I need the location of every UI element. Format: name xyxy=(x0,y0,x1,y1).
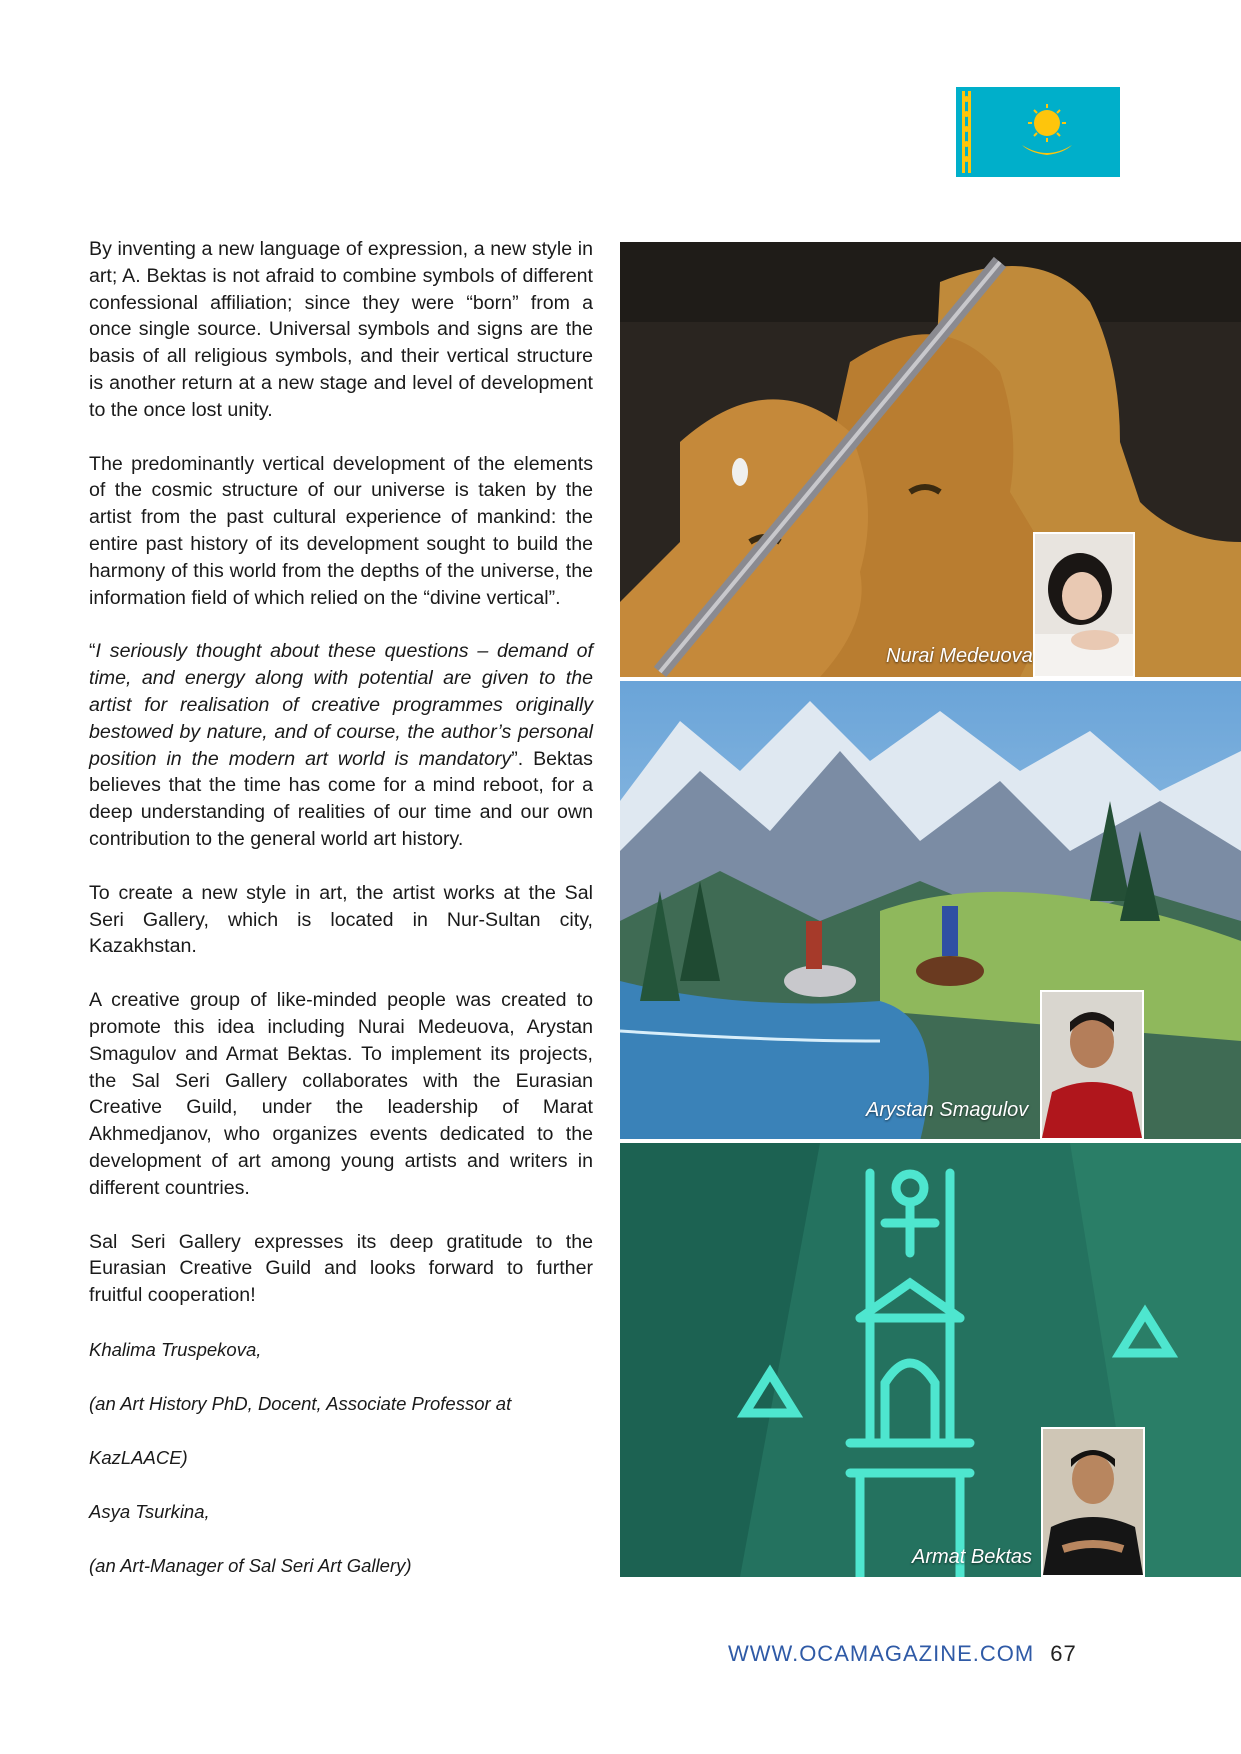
painting-nurai-medeuova xyxy=(620,242,1241,677)
page-number: 67 xyxy=(1050,1641,1077,1666)
figures-with-violins-painting-icon xyxy=(620,242,1241,677)
quote-rest: Bektas believes that the time has come for a mind reboot, for a deep understanding of realities of our time and our own contribution to the general world art history. xyxy=(89,747,593,850)
caption-armat-bektas: Armat Bektas xyxy=(912,1546,1033,1568)
paragraph-5: Sal Seri Gallery expresses its deep gratitude to the Eurasian Creative Guild and looks forward to further fruitful cooperation! xyxy=(89,1230,593,1307)
caption-nurai-medeuova: Nurai Medeuova xyxy=(886,645,1033,667)
caption-arystan-smagulov: Arystan Smagulov xyxy=(866,1099,1029,1121)
quote-close-mark: ”. xyxy=(511,747,524,770)
painting-armat-bektas xyxy=(620,1143,1241,1577)
painting-arystan-smagulov xyxy=(620,681,1241,1139)
article-body xyxy=(89,236,593,1606)
page-footer xyxy=(728,1641,1077,1667)
paragraph-1: By inventing a new language of expression, a new style in art; A. Bektas is not afraid to combine symbols of different confessional affiliation; since they were “born” from a once single source. Universal symbols and signs are the basis of all religious symbols, and their vertical structure is another return at a new stage and level of development to the once lost unity. xyxy=(89,238,593,421)
signature-role: KazLAACE) xyxy=(89,1446,188,1468)
signature-role: (an Art History PhD, Docent, Associate Professor at xyxy=(89,1392,512,1414)
quote-paragraph xyxy=(89,638,593,852)
quote-italic: I seriously thought about these questions – demand of time, and energy along with potential are given to the artist for realisation of creative programmes originally bestowed by nature, and of course, the author’s personal position in the modern art world is mandatory xyxy=(89,640,593,770)
paragraph-3: To create a new style in art, the artist works at the Sal Seri Gallery, which is located in Nur-Sultan city, Kazakhstan. xyxy=(89,881,593,958)
man-red-shirt-portrait-icon xyxy=(1040,990,1144,1139)
woman-portrait-icon xyxy=(1033,532,1135,677)
kazakhstan-flag-icon xyxy=(956,87,1120,177)
quote-open-mark: “ xyxy=(89,640,96,663)
website-link[interactable]: WWW.OCAMAGAZINE.COM xyxy=(728,1641,1035,1666)
paragraph-4: A creative group of like-minded people was created to promote this idea including Nurai Medeuova, Arystan Smagulov and Armat Bektas. To implement its projects, the Sal Seri Gallery collaborates with the Eurasian Creative Guild, under the leadership of Marat Akhmedjanov, who organizes events dedicated to the development of art among young artists and writers in different countries. xyxy=(89,989,593,1199)
paragraph-2: The predominantly vertical development of the elements of the cosmic structure of our universe is taken by the artist from the past cultural experience of mankind: the entire past history of its development sought to build the harmony of this world from the depths of the universe, the information field of which relied on the “divine vertical”. xyxy=(89,452,593,609)
signature-1 xyxy=(89,1336,593,1471)
signature-2 xyxy=(89,1498,593,1579)
signature-name: Asya Tsurkina, xyxy=(89,1500,210,1522)
man-black-shirt-portrait-icon xyxy=(1041,1427,1145,1577)
turquoise-symbols-painting-icon xyxy=(620,1143,1241,1577)
mountain-horsemen-painting-icon xyxy=(620,681,1241,1139)
signature-name: Khalima Truspekova, xyxy=(89,1338,262,1360)
signature-role: (an Art-Manager of Sal Seri Art Gallery) xyxy=(89,1554,412,1576)
